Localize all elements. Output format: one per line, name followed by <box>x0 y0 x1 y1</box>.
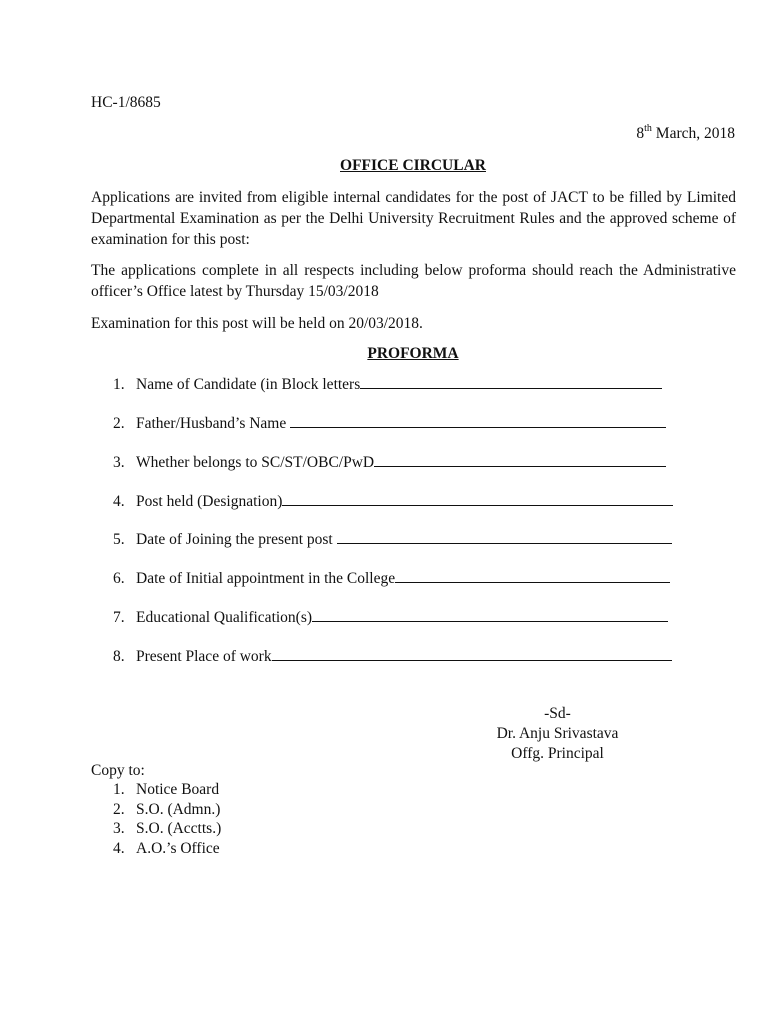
circular-date <box>636 125 735 143</box>
fill-in-line[interactable] <box>272 659 672 661</box>
date-day: 8 <box>636 125 645 142</box>
item-text: Notice Board <box>136 781 220 798</box>
field-number: 2. <box>113 415 125 432</box>
field-number: 8. <box>113 648 125 665</box>
deadline-paragraph: The applications complete in all respects including below proforma should reach the Administrative officer’s Office latest by Thursday 15/03/2018 <box>91 262 736 300</box>
field-number: 6. <box>113 570 125 587</box>
fill-in-line[interactable] <box>374 465 666 467</box>
field-label: Father/Husband’s Name <box>136 415 291 432</box>
item-number: 4. <box>113 839 125 857</box>
signatory-name: Dr. Anju Srivastava <box>496 725 619 742</box>
item-text: A.O.’s Office <box>136 839 220 857</box>
circular-title: OFFICE CIRCULAR <box>340 157 486 174</box>
list-item <box>113 819 221 839</box>
field-label: Whether belongs to SC/ST/OBC/PwD <box>136 454 375 471</box>
field-label: Present Place of work <box>136 648 272 665</box>
item-number: 2. <box>113 800 125 818</box>
proforma-field <box>113 376 662 394</box>
proforma-field <box>113 648 672 666</box>
field-number: 1. <box>113 376 125 393</box>
signed-mark: -Sd- <box>544 705 571 722</box>
field-label: Post held (Designation) <box>136 493 283 510</box>
field-label: Name of Candidate (in Block letters <box>136 376 361 393</box>
proforma-field <box>113 609 668 627</box>
fill-in-line[interactable] <box>290 426 666 428</box>
field-number: 3. <box>113 454 125 471</box>
proforma-field <box>113 531 672 549</box>
signature-block <box>470 704 645 764</box>
field-label: Date of Initial appointment in the College <box>136 570 396 587</box>
item-number: 1. <box>113 781 125 798</box>
proforma-field <box>113 493 673 511</box>
fill-in-line[interactable] <box>312 620 668 622</box>
list-item <box>113 839 221 859</box>
list-item <box>113 780 221 800</box>
proforma-field <box>113 570 670 588</box>
item-text: S.O. (Acctts.) <box>136 820 222 837</box>
exam-date-paragraph: Examination for this post will be held on 20/03/2018. <box>91 315 423 332</box>
item-number: 3. <box>113 820 125 837</box>
proforma-heading: PROFORMA <box>367 345 459 362</box>
proforma-field <box>113 454 666 472</box>
copy-to-list <box>113 780 221 858</box>
field-label: Educational Qualification(s) <box>136 609 313 626</box>
field-number: 7. <box>113 609 125 626</box>
field-number: 4. <box>113 493 125 510</box>
proforma-field <box>113 415 666 433</box>
copy-to-label: Copy to: <box>91 762 145 779</box>
fill-in-line[interactable] <box>337 542 672 544</box>
field-label: Date of Joining the present post <box>136 531 337 548</box>
fill-in-line[interactable] <box>360 387 662 389</box>
item-text: S.O. (Admn.) <box>136 800 221 818</box>
list-item <box>113 800 221 820</box>
fill-in-line[interactable] <box>395 581 670 583</box>
field-number: 5. <box>113 531 125 548</box>
date-rest: March, 2018 <box>651 125 735 142</box>
signatory-designation: Offg. Principal <box>511 745 604 762</box>
date-suffix: th <box>644 123 652 134</box>
reference-number: HC-1/8685 <box>91 94 161 111</box>
intro-paragraph: Applications are invited from eligible internal candidates for the post of JACT to be filled by Limited Departmental Examination as per the Delhi University Recruitment Rules and the approved scheme of examination for this post: <box>91 189 736 248</box>
fill-in-line[interactable] <box>282 504 673 506</box>
